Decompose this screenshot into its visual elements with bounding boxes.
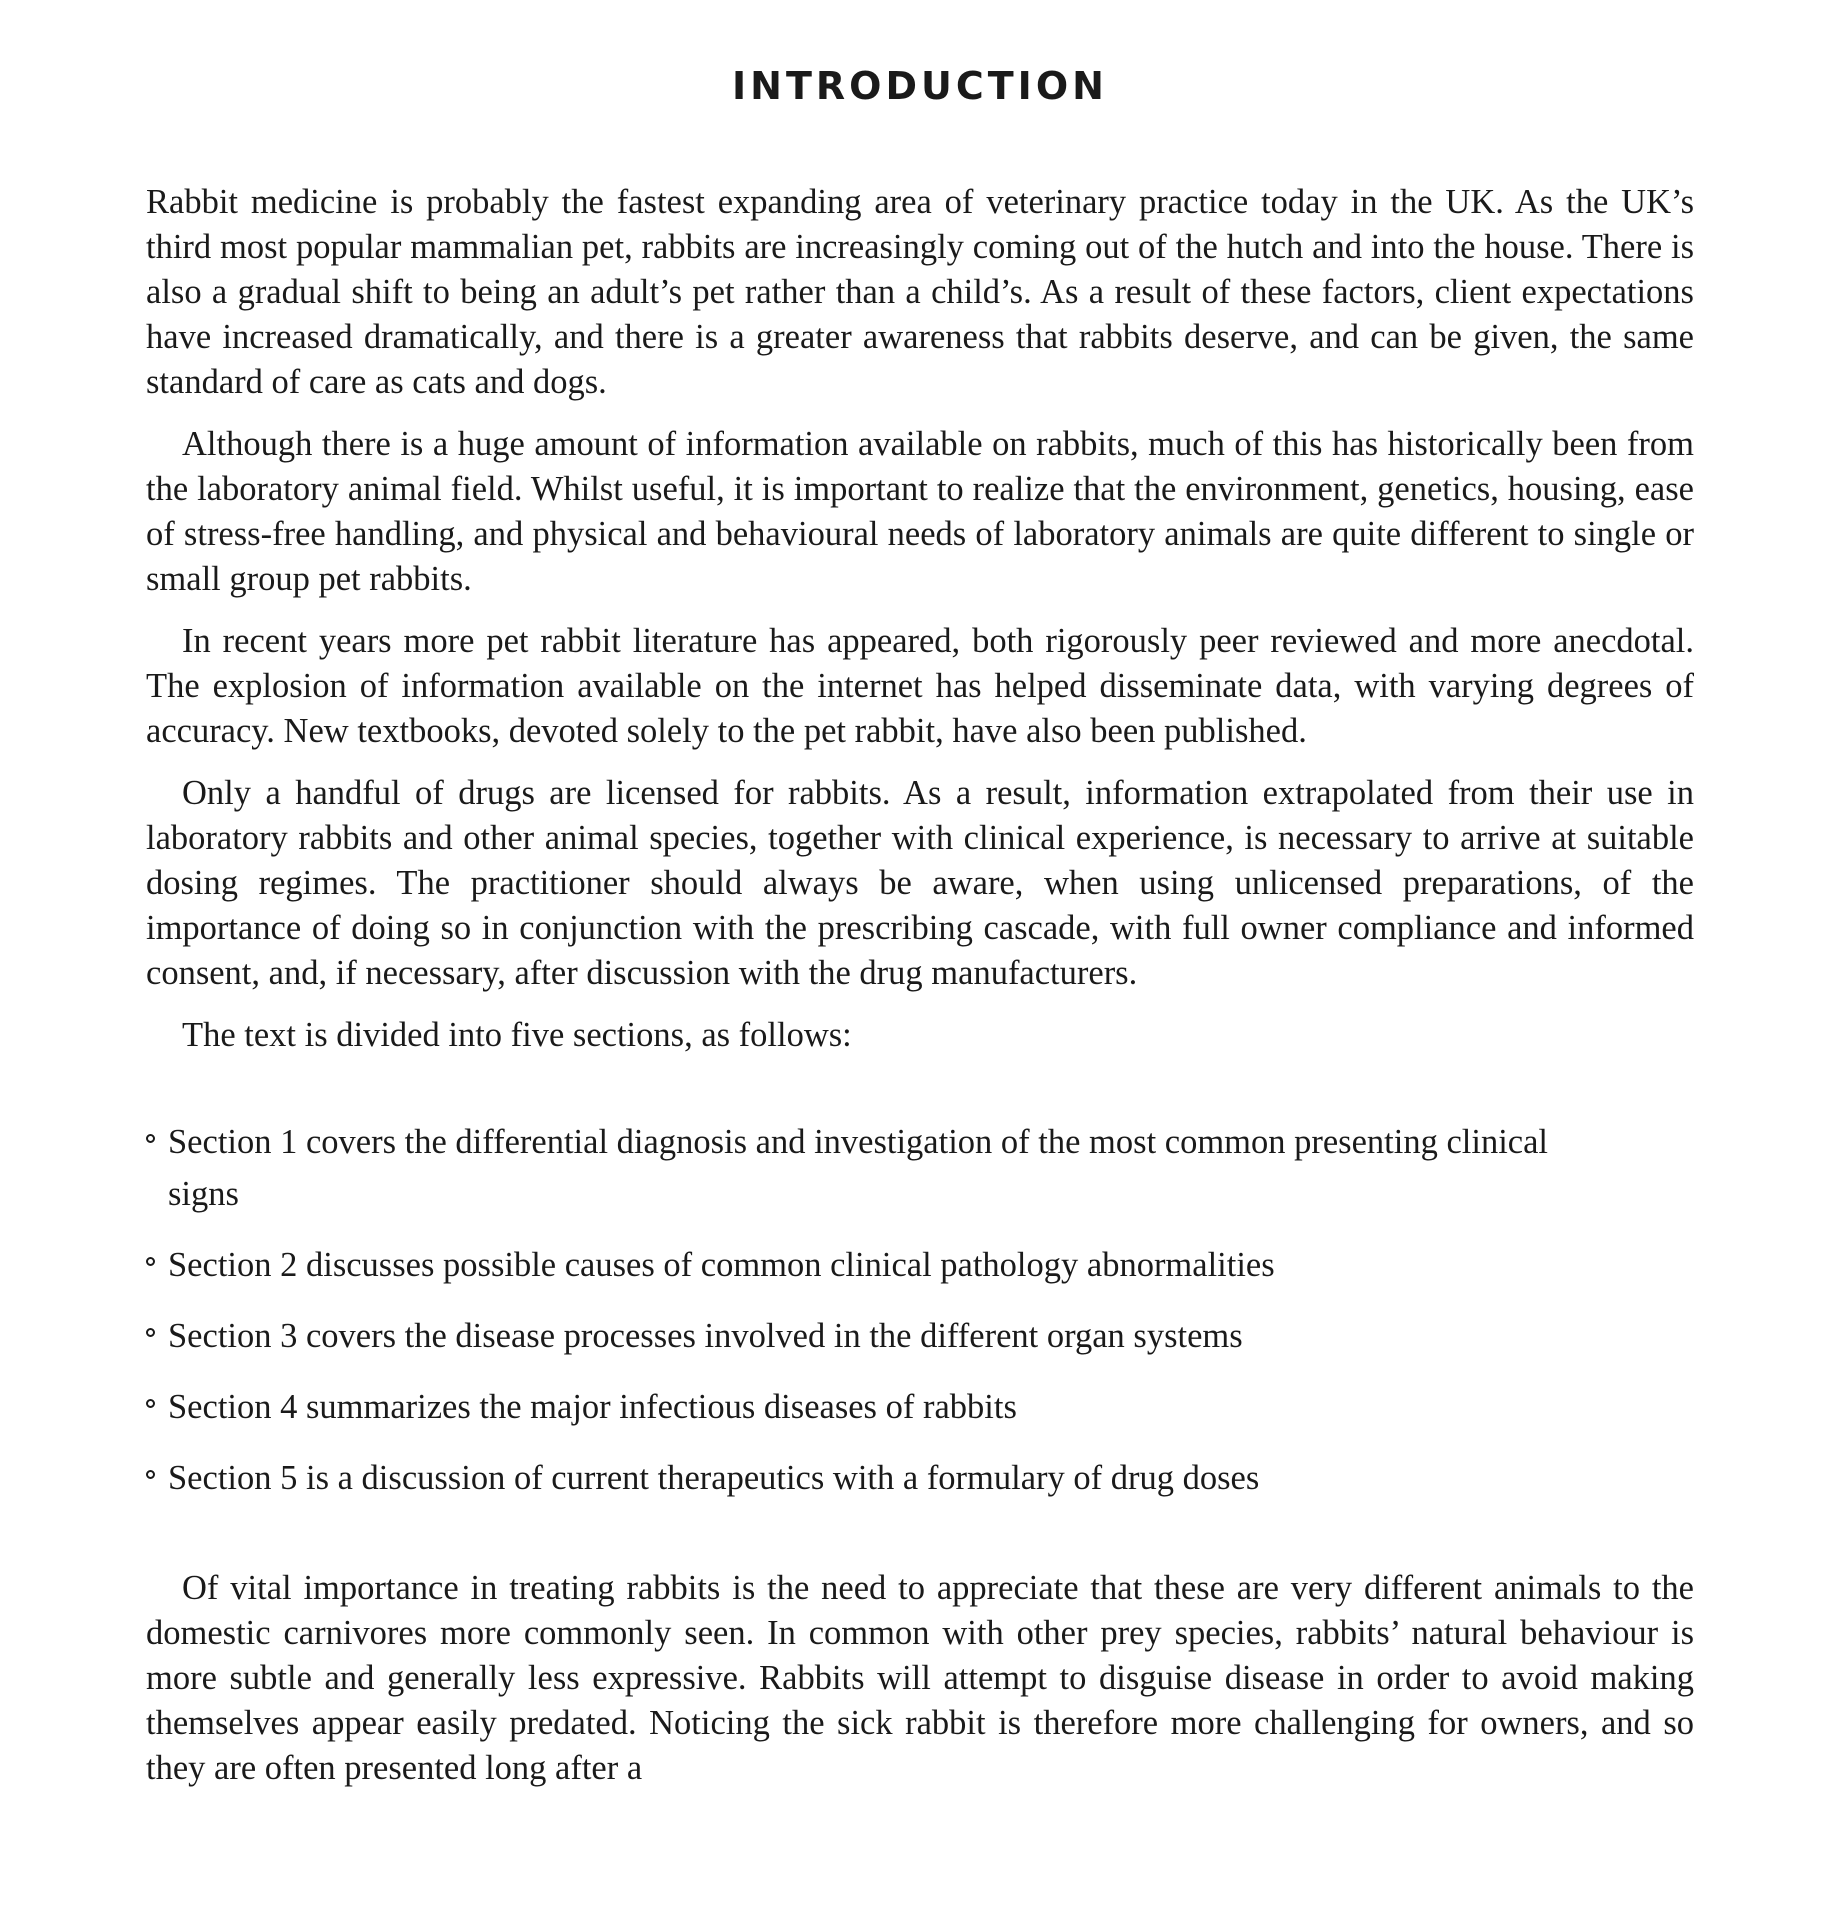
document-page xyxy=(146,58,1694,1808)
paragraph-5: The text is divided into five sections, as follows: xyxy=(182,1016,852,1054)
bullet-icon xyxy=(146,1134,155,1143)
list-item-text: Section 2 discusses possible causes of common clinical pathology abnormalities xyxy=(168,1246,1275,1284)
list-item-text: Section 3 covers the disease processes involved in the different organ systems xyxy=(168,1317,1243,1355)
bullet-icon xyxy=(146,1257,155,1266)
page-title: INTRODUCTION xyxy=(732,64,1108,108)
list-item-text: Section 1 covers the differential diagnosis and investigation of the most common presenting clinical signs xyxy=(168,1123,1548,1213)
list-item xyxy=(146,1239,1616,1291)
list-item xyxy=(146,1452,1616,1504)
paragraph-1: Rabbit medicine is probably the fastest expanding area of veterinary practice today in the UK. As the UK’s third most popular mammalian pet, rabbits are increasingly coming out of the hutch and into the house. There is also a gradual shift to being an adult’s pet rather than a child’s. As a result of these factors, client expectations have increased dramatically, and there is a greater awareness that rabbits deserve, and can be given, the same standard of care as cats and dogs. xyxy=(146,183,1694,401)
paragraph-3: In recent years more pet rabbit literature has appeared, both rigorously peer reviewed and more anecdotal. The explosion of information available on the internet has helped disseminate data, with varying degrees of accuracy. New textbooks, devoted solely to the pet rabbit, have also been published. xyxy=(146,622,1694,750)
paragraph-4: Only a handful of drugs are licensed for rabbits. As a result, information extrapolated from their use in laboratory rabbits and other animal species, together with clinical experience, is necessary to arrive at suitable dosing regimes. The practitioner should always be aware, when using unlicensed preparations, of the importance of doing so in conjunction with the prescribing cascade, with full owner compliance and informed consent, and, if necessary, after discussion with the drug manufacturers. xyxy=(146,774,1694,992)
list-item xyxy=(146,1310,1616,1362)
bullet-icon xyxy=(146,1470,155,1479)
closing-paragraph: Of vital importance in treating rabbits is the need to appreciate that these are very different animals to the domestic carnivores more commonly seen. In common with other prey species, rabbits’ natural behaviour is more subtle and generally less expressive. Rabbits will attempt to disguise disease in order to avoid making themselves appear easily predated. Noticing the sick rabbit is therefore more challenging for owners, and so they are often presented long after a xyxy=(146,1569,1694,1787)
list-item-text: Section 4 summarizes the major infectious diseases of rabbits xyxy=(168,1388,1017,1426)
list-item xyxy=(146,1116,1616,1220)
list-item-text: Section 5 is a discussion of current therapeutics with a formulary of drug doses xyxy=(168,1459,1260,1497)
paragraph-2: Although there is a huge amount of information available on rabbits, much of this has historically been from the laboratory animal field. Whilst useful, it is important to realize that the environment, genetics, housing, ease of stress-free handling, and physical and behavioural needs of laboratory animals are quite different to single or small group pet rabbits. xyxy=(146,425,1694,598)
bullet-icon xyxy=(146,1328,155,1337)
bullet-icon xyxy=(146,1399,155,1408)
list-item xyxy=(146,1381,1616,1433)
sections-list xyxy=(146,1116,1616,1504)
